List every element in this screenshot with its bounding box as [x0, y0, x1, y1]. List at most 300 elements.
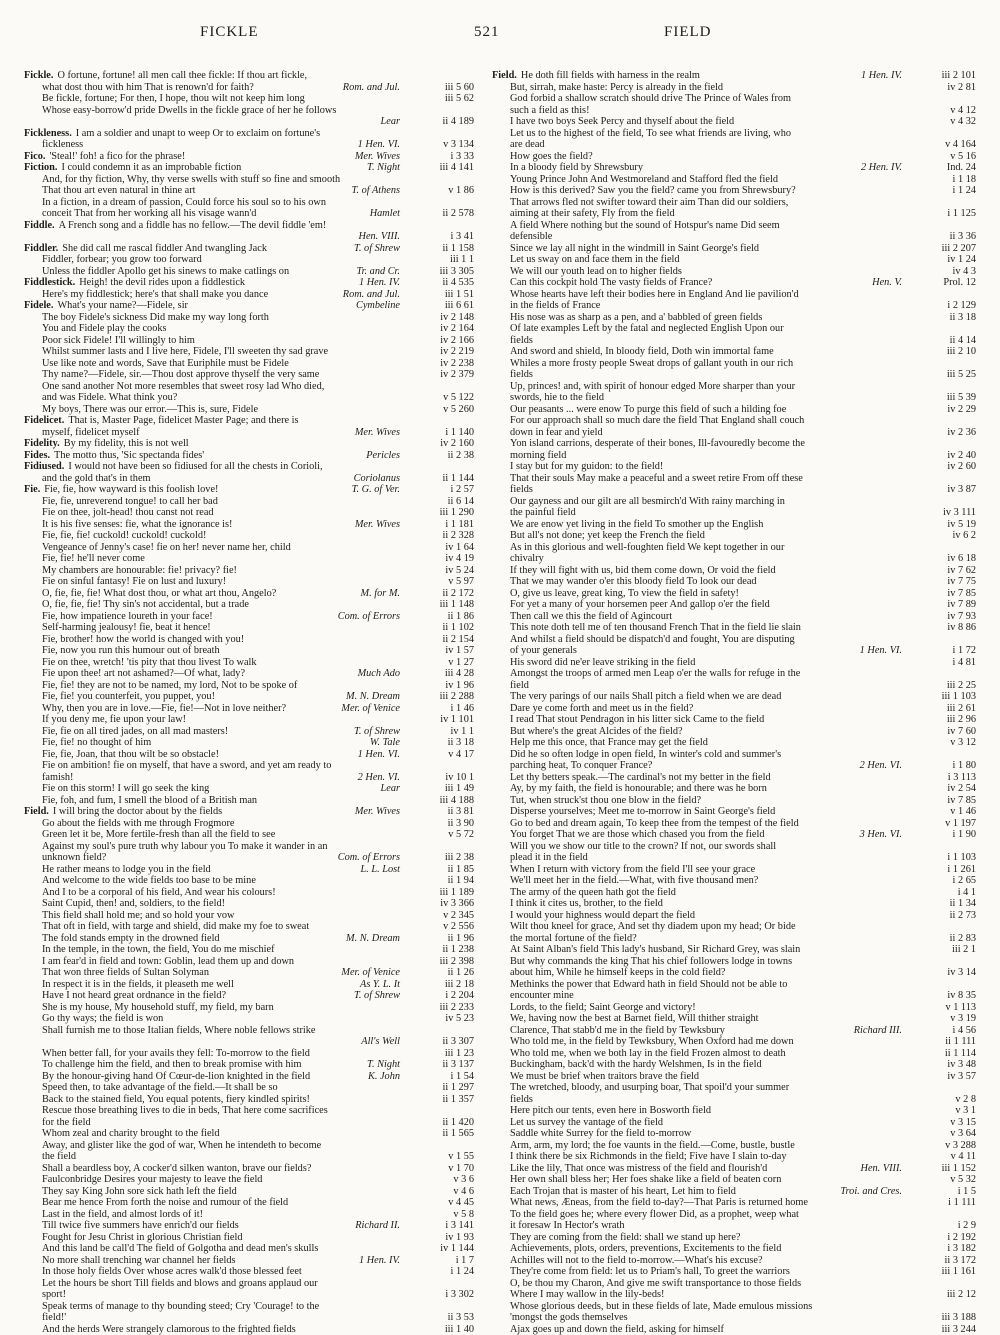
- quotation-text: fields: [510, 1094, 896, 1106]
- quotation-text: One sand another Not more resembles that sweet rosy lad Who died,: [42, 381, 394, 393]
- act-scene-line: i 1 181: [400, 519, 474, 531]
- act-scene-line: iv 2 54: [902, 783, 976, 795]
- quotation-text: Fie, brother! how the world is changed with you!: [42, 634, 394, 646]
- concordance-line: [492, 1036, 976, 1048]
- act-scene-line: iii 2 12: [902, 1289, 976, 1301]
- concordance-line: [492, 151, 976, 163]
- concordance-line: [24, 312, 474, 324]
- quotation-text: Be fickle, fortune; For then, I hope, thou wilt not keep him long: [42, 93, 394, 105]
- concordance-line: [24, 1128, 474, 1140]
- act-scene-line: iv 6 18: [902, 553, 976, 565]
- concordance-line: [24, 220, 474, 232]
- act-scene-line: i 2 192: [902, 1232, 976, 1244]
- act-scene-line: ii 3 53: [400, 1312, 474, 1324]
- quotation-text: Go about the fields with me through Frogmore: [42, 818, 394, 830]
- quotation-text: Who told me, when we both lay in the field Frozen almost to death: [510, 1048, 896, 1060]
- act-scene-line: iv 8 86: [902, 622, 976, 634]
- quotation-text: Tut, when struck'st thou one blow in the field?: [510, 795, 896, 807]
- concordance-line: [24, 657, 474, 669]
- concordance-line: [492, 852, 976, 864]
- concordance-line: [24, 691, 474, 703]
- quotation-text: My chambers are honourable: fie! privacy? fie!: [42, 565, 394, 577]
- concordance-line: [492, 691, 976, 703]
- concordance-line: [492, 818, 976, 830]
- quotation-text: Fie, fie, fie! cuckold! cuckold! cuckold!: [42, 530, 394, 542]
- page-number: 521: [474, 24, 500, 41]
- act-scene-line: iii 2 101: [902, 70, 976, 82]
- act-scene-line: v 1 46: [902, 806, 976, 818]
- quotation-text: Lords, to the field; Saint George and victory!: [510, 1002, 896, 1014]
- quotation-text: Will you we show our title to the crown? If not, our swords shall: [510, 841, 896, 853]
- quotation-text: Fie, foh, and fum, I smell the blood of a British man: [42, 795, 394, 807]
- quotation-text: She did call me rascal fiddler And twangling Jack: [62, 243, 348, 255]
- concordance-line: [492, 806, 976, 818]
- concordance-line: [492, 1117, 976, 1129]
- concordance-line: [492, 70, 976, 82]
- act-scene-line: i 2 65: [902, 875, 976, 887]
- act-scene-line: iii 1 103: [902, 691, 976, 703]
- quotation-text: In a bloody field by Shrewsbury: [510, 162, 855, 174]
- act-scene-line: ii 1 158: [400, 243, 474, 255]
- act-scene-line: iii 5 60: [400, 82, 474, 94]
- concordance-line: [492, 944, 976, 956]
- concordance-line: [24, 1324, 474, 1335]
- concordance-line: [492, 1278, 976, 1290]
- play-reference: L. L. Lost: [355, 864, 401, 876]
- concordance-line: [24, 910, 474, 922]
- act-scene-line: iv 7 93: [902, 611, 976, 623]
- concordance-line: [24, 300, 474, 312]
- act-scene-line: ii 3 18: [400, 737, 474, 749]
- act-scene-line: v 3 6: [400, 1174, 474, 1186]
- quotation-text: How is this derived? Saw you the field? came you from Shrewsbury?: [510, 185, 896, 197]
- quotation-text: You and Fidele play the cooks: [42, 323, 394, 335]
- headword: Fidele.: [24, 300, 53, 312]
- concordance-line: [24, 795, 474, 807]
- act-scene-line: ii 2 578: [400, 208, 474, 220]
- concordance-line: [492, 1266, 976, 1278]
- play-reference: Hen. VIII.: [353, 231, 400, 243]
- quotation-text: To the field goes he; where every flower Did, as a prophet, weep what: [510, 1209, 896, 1221]
- concordance-line: [24, 749, 474, 761]
- concordance-line: [492, 530, 976, 542]
- concordance-line: [24, 323, 474, 335]
- act-scene-line: ii 1 26: [400, 967, 474, 979]
- quotation-text: But, sirrah, make haste: Percy is already in the field: [510, 82, 896, 94]
- concordance-line: [24, 599, 474, 611]
- quotation-text: And sword and shield, In bloody field, Doth win immortal fame: [510, 346, 896, 358]
- act-scene-line: v 5 16: [902, 151, 976, 163]
- concordance-line: [492, 415, 976, 427]
- quotation-text: They are coming from the field: shall we stand up here?: [510, 1232, 896, 1244]
- act-scene-line: ii 1 238: [400, 944, 474, 956]
- quotation-text: O fortune, fortune! all men call thee fickle: If thou art fickle,: [57, 70, 394, 82]
- concordance-line: [492, 139, 976, 151]
- concordance-line: [492, 1232, 976, 1244]
- play-reference: Hen. VIII.: [855, 1163, 902, 1175]
- act-scene-line: i 3 41: [400, 231, 474, 243]
- headword: Fides.: [24, 450, 50, 462]
- play-reference: Mer. of Venice: [335, 967, 400, 979]
- act-scene-line: ii 1 565: [400, 1128, 474, 1140]
- act-scene-line: i 4 56: [902, 1025, 976, 1037]
- concordance-line: [492, 565, 976, 577]
- act-scene-line: i 3 113: [902, 772, 976, 784]
- quotation-text: Away, and glister like the god of war, When he intendeth to become: [42, 1140, 394, 1152]
- concordance-line: [492, 1071, 976, 1083]
- concordance-line: [24, 806, 474, 818]
- concordance-line: [492, 335, 976, 347]
- act-scene-line: iii 5 25: [902, 369, 976, 381]
- concordance-line: [492, 576, 976, 588]
- quotation-text: I think it cites us, brother, to the field: [510, 898, 896, 910]
- act-scene-line: iv 1 93: [400, 1232, 474, 1244]
- quotation-text: At Saint Alban's field This lady's husband, Sir Richard Grey, was slain: [510, 944, 896, 956]
- concordance-line: [492, 174, 976, 186]
- quotation-text: They say King John sore sick hath left the field: [42, 1186, 394, 1198]
- concordance-line: [492, 1186, 976, 1198]
- concordance-line: [24, 576, 474, 588]
- concordance-line: [24, 1013, 474, 1025]
- act-scene-line: iii 1 49: [400, 783, 474, 795]
- act-scene-line: v 1 113: [902, 1002, 976, 1014]
- act-scene-line: v 1 70: [400, 1163, 474, 1175]
- quotation-text: That is, Master Page, fidelicet Master Page; and there is: [68, 415, 394, 427]
- running-head-left: FICKLE: [200, 24, 259, 41]
- act-scene-line: iii 2 25: [902, 680, 976, 692]
- quotation-text: Young Prince John And Westmoreland and Stafford fled the field: [510, 174, 896, 186]
- concordance-line: [24, 1289, 474, 1301]
- act-scene-line: i 1 261: [902, 864, 976, 876]
- quotation-text: I stay but for my guidon: to the field!: [510, 461, 896, 473]
- quotation-text: Like the lily, That once was mistress of the field and flourish'd: [510, 1163, 855, 1175]
- quotation-text: If they will fight with us, bid them come down, Or void the field: [510, 565, 896, 577]
- quotation-text: Shall a beardless boy, A cocker'd silken wanton, brave our fields?: [42, 1163, 394, 1175]
- act-scene-line: v 4 45: [400, 1197, 474, 1209]
- act-scene-line: iii 3 188: [902, 1312, 976, 1324]
- act-scene-line: iii 3 305: [400, 266, 474, 278]
- play-reference: T. Night: [361, 162, 400, 174]
- act-scene-line: ii 1 357: [400, 1094, 474, 1106]
- play-reference: Com. of Errors: [332, 852, 400, 864]
- concordance-line: [24, 1036, 474, 1048]
- concordance-line: [24, 358, 474, 370]
- right-column: [492, 70, 976, 1335]
- concordance-line: [24, 335, 474, 347]
- concordance-line: [24, 703, 474, 715]
- quotation-text: Yon island carrions, desperate of their bones, Ill-favouredly become the: [510, 438, 896, 450]
- quotation-text: in the fields of France: [510, 300, 896, 312]
- act-scene-line: Prol. 12: [902, 277, 976, 289]
- concordance-line: [492, 369, 976, 381]
- concordance-line: [24, 726, 474, 738]
- quotation-text: of your generals: [510, 645, 854, 657]
- concordance-line: [24, 1174, 474, 1186]
- quotation-text: The fold stands empty in the drowned field: [42, 933, 340, 945]
- act-scene-line: iv 2 81: [902, 82, 976, 94]
- act-scene-line: v 1 86: [400, 185, 474, 197]
- act-scene-line: v 3 288: [902, 1140, 976, 1152]
- concordance-line: [24, 1002, 474, 1014]
- concordance-line: [24, 1025, 474, 1037]
- quotation-text: myself, fidelicet myself: [42, 427, 349, 439]
- concordance-line: [492, 1094, 976, 1106]
- play-reference: 2 Hen. VI.: [352, 772, 400, 784]
- quotation-text: By the honour-giving hand Of Cœur-de-lion knighted in the field: [42, 1071, 362, 1083]
- concordance-line: [24, 1071, 474, 1083]
- act-scene-line: ii 1 96: [400, 933, 474, 945]
- act-scene-line: ii 6 14: [400, 496, 474, 508]
- act-scene-line: iv 3 366: [400, 898, 474, 910]
- act-scene-line: iii 1 152: [902, 1163, 976, 1175]
- play-reference: T. of Athens: [345, 185, 400, 197]
- concordance-line: [24, 783, 474, 795]
- concordance-line: [492, 461, 976, 473]
- quotation-text: For our approach shall so much dare the field That England shall couch: [510, 415, 896, 427]
- concordance-line: [24, 990, 474, 1002]
- concordance-line: [492, 668, 976, 680]
- play-reference: Mer. Wives: [349, 519, 400, 531]
- quotation-text: Green let it be, More fertile-fresh than all the field to see: [42, 829, 394, 841]
- concordance-line: [492, 1128, 976, 1140]
- quotation-text: But why commands the king That his chief followers lodge in towns: [510, 956, 896, 968]
- concordance-line: [492, 243, 976, 255]
- quotation-text: Shall furnish me to those Italian fields, Where noble fellows strike: [42, 1025, 394, 1037]
- concordance-line: [492, 898, 976, 910]
- quotation-text: It is his five senses: fie, what the ignorance is!: [42, 519, 349, 531]
- concordance-line: [24, 496, 474, 508]
- play-reference: T. G. of Ver.: [346, 484, 400, 496]
- quotation-text: plead it in the field: [510, 852, 896, 864]
- concordance-line: [24, 1082, 474, 1094]
- running-head-right: FIELD: [664, 24, 712, 41]
- quotation-text: Clarence, That stabb'd me in the field by Tewksbury: [510, 1025, 848, 1037]
- quotation-text: What news, Æneas, from the field to-day?—That Paris is returned home: [510, 1197, 896, 1209]
- act-scene-line: iv 5 24: [400, 565, 474, 577]
- concordance-line: [492, 634, 976, 646]
- act-scene-line: v 5 97: [400, 576, 474, 588]
- concordance-line: [492, 1209, 976, 1221]
- concordance-line: [492, 864, 976, 876]
- quotation-text: Till twice five summers have enrich'd our fields: [42, 1220, 349, 1232]
- quotation-text: Of late examples Left by the fatal and neglected English Upon our: [510, 323, 896, 335]
- quotation-text: What's your name?—Fidele, sir: [57, 300, 350, 312]
- act-scene-line: v 4 6: [400, 1186, 474, 1198]
- quotation-text: Saint Cupid, then! and, soldiers, to the field!: [42, 898, 394, 910]
- act-scene-line: ii 1 144: [400, 473, 474, 485]
- concordance-line: [24, 1266, 474, 1278]
- quotation-text: Fie, fie, Joan, that thou wilt be so obstacle!: [42, 749, 352, 761]
- quotation-text: fickleness: [42, 139, 352, 151]
- concordance-line: [24, 1048, 474, 1060]
- quotation-text: By my fidelity, this is not well: [64, 438, 394, 450]
- quotation-text: We'll meet her in the field.—What, with five thousand men?: [510, 875, 896, 887]
- act-scene-line: iv 2 219: [400, 346, 474, 358]
- act-scene-line: v 1 55: [400, 1151, 474, 1163]
- quotation-text: chivalry: [510, 553, 896, 565]
- quotation-text: I am fear'd in field and town: Goblin, lead them up and down: [42, 956, 394, 968]
- concordance-line: [24, 898, 474, 910]
- play-reference: All's Well: [355, 1036, 400, 1048]
- concordance-line: [492, 1002, 976, 1014]
- act-scene-line: i 1 72: [902, 645, 976, 657]
- act-scene-line: ii 1 85: [400, 864, 474, 876]
- concordance-line: [492, 484, 976, 496]
- quotation-text: and the gold that's in them: [42, 473, 348, 485]
- headword: Fiddle.: [24, 220, 55, 232]
- concordance-line: [492, 1301, 976, 1313]
- quotation-text: Last in the field, and almost lords of it!: [42, 1209, 394, 1221]
- quotation-text: Her own shall bless her; Her foes shake like a field of beaten corn: [510, 1174, 896, 1186]
- act-scene-line: iii 5 62: [400, 93, 474, 105]
- quotation-text: parching heat, To conquer France?: [510, 760, 854, 772]
- play-reference: Richard II.: [349, 1220, 400, 1232]
- quotation-text: Our gayness and our gilt are all besmirch'd With rainy marching in: [510, 496, 896, 508]
- concordance-line: [24, 1151, 474, 1163]
- concordance-line: [492, 300, 976, 312]
- quotation-text: fields: [510, 484, 896, 496]
- act-scene-line: i 1 7: [400, 1255, 474, 1267]
- quotation-text: I would not have been so fidiused for all the chests in Corioli,: [68, 461, 394, 473]
- quotation-text: Here pitch our tents, even here in Bosworth field: [510, 1105, 896, 1117]
- play-reference: Richard III.: [848, 1025, 902, 1037]
- headword: Fiddler.: [24, 243, 58, 255]
- concordance-line: [492, 254, 976, 266]
- headword: Fiction.: [24, 162, 57, 174]
- quotation-text: We will our youth lead on to higher fields: [510, 266, 896, 278]
- act-scene-line: iv 1 24: [902, 254, 976, 266]
- concordance-line: [492, 783, 976, 795]
- quotation-text: Let thy betters speak.—The cardinal's not my better in the field: [510, 772, 896, 784]
- headword: Fickle.: [24, 70, 53, 82]
- play-reference: Cymbeline: [350, 300, 400, 312]
- quotation-text: Thy name?—Fidele, sir.—Thou dost approve thyself the very same: [42, 369, 394, 381]
- play-reference: T. of Shrew: [348, 243, 400, 255]
- concordance-line: [492, 1220, 976, 1232]
- act-scene-line: ii 2 154: [400, 634, 474, 646]
- concordance-line: [24, 1117, 474, 1129]
- act-scene-line: i 1 103: [902, 852, 976, 864]
- act-scene-line: iv 2 379: [400, 369, 474, 381]
- act-scene-line: iii 2 1: [902, 944, 976, 956]
- act-scene-line: iv 3 87: [902, 484, 976, 496]
- play-reference: 1 Hen. VI.: [352, 139, 400, 151]
- quotation-text: And whilst a field should be dispatch'd and fought, You are disputing: [510, 634, 896, 646]
- play-reference: M. for M.: [355, 588, 400, 600]
- play-reference: 1 Hen. IV.: [353, 1255, 400, 1267]
- quotation-text: I have two boys Seek Percy and thyself about the field: [510, 116, 896, 128]
- play-reference: T. of Shrew: [348, 990, 400, 1002]
- concordance-line: [24, 1278, 474, 1290]
- quotation-text: such a field as this!: [510, 105, 896, 117]
- act-scene-line: ii 1 102: [400, 622, 474, 634]
- concordance-line: [24, 1209, 474, 1221]
- concordance-line: [492, 289, 976, 301]
- concordance-line: [492, 933, 976, 945]
- play-reference: 2 Hen. VI.: [854, 760, 902, 772]
- headword: Fie.: [24, 484, 40, 496]
- concordance-line: [492, 760, 976, 772]
- act-scene-line: ii 2 172: [400, 588, 474, 600]
- quotation-text: Here's my fiddlestick; here's that shall make you dance: [42, 289, 337, 301]
- quotation-text: As in this glorious and well-foughten field We kept together in our: [510, 542, 896, 554]
- play-reference: Mer. Wives: [349, 806, 400, 818]
- act-scene-line: iv 7 89: [902, 599, 976, 611]
- concordance-line: [24, 1186, 474, 1198]
- act-scene-line: iv 3 14: [902, 967, 976, 979]
- concordance-line: [24, 162, 474, 174]
- act-scene-line: i 1 140: [400, 427, 474, 439]
- quotation-text: A French song and a fiddle has no fellow.—The devil fiddle 'em!: [59, 220, 394, 232]
- quotation-text: Poor sick Fidele! I'll willingly to him: [42, 335, 394, 347]
- act-scene-line: iii 1 51: [400, 289, 474, 301]
- act-scene-line: iv 7 62: [902, 565, 976, 577]
- quotation-text: field!': [42, 1312, 394, 1324]
- quotation-text: Rescue those breathing lives to die in beds, That here come sacrifices: [42, 1105, 394, 1117]
- concordance-line: [24, 553, 474, 565]
- quotation-text: Whose glorious deeds, but in these fields of late, Made emulous missions: [510, 1301, 896, 1313]
- concordance-line: [492, 1140, 976, 1152]
- quotation-text: They're come from field: let us to Priam's hall, To greet the warriors: [510, 1266, 896, 1278]
- headword: Field.: [24, 806, 49, 818]
- concordance-line: [24, 427, 474, 439]
- act-scene-line: v 3 12: [902, 737, 976, 749]
- quotation-text: Fie on thee, jolt-head! thou canst not read: [42, 507, 394, 519]
- quotation-text: A field Where nothing but the sound of Hotspur's name Did seem: [510, 220, 896, 232]
- play-reference: Troi. and Cres.: [834, 1186, 902, 1198]
- concordance-line: [492, 657, 976, 669]
- act-scene-line: i 2 57: [400, 484, 474, 496]
- act-scene-line: iv 2 29: [902, 404, 976, 416]
- left-column: [24, 70, 474, 1335]
- act-scene-line: ii 1 114: [902, 1048, 976, 1060]
- act-scene-line: i 2 204: [400, 990, 474, 1002]
- act-scene-line: iii 2 61: [902, 703, 976, 715]
- quotation-text: That oft in field, with targe and shield, did make my foe to sweat: [42, 921, 394, 933]
- act-scene-line: ii 2 83: [902, 933, 976, 945]
- concordance-line: [492, 703, 976, 715]
- concordance-line: [492, 438, 976, 450]
- act-scene-line: iv 10 1: [400, 772, 474, 784]
- quotation-text: Ay, by my faith, the field is honourable; and there was he born: [510, 783, 896, 795]
- act-scene-line: iv 3 111: [902, 507, 976, 519]
- quotation-text: Fie, fie on all tired jades, on all mad masters!: [42, 726, 348, 738]
- act-scene-line: ii 1 34: [902, 898, 976, 910]
- concordance-line: [492, 312, 976, 324]
- quotation-text: My boys, There was our error.—This is, sure, Fidele: [42, 404, 394, 416]
- act-scene-line: ii 3 36: [902, 231, 976, 243]
- quotation-text: Whilst summer lasts and I live here, Fidele, I'll sweeten thy sad grave: [42, 346, 394, 358]
- concordance-line: [492, 956, 976, 968]
- quotation-text: When I return with victory from the field I'll see your grace: [510, 864, 896, 876]
- concordance-line: [492, 841, 976, 853]
- act-scene-line: ii 3 137: [400, 1059, 474, 1071]
- quotation-text: Whom zeal and charity brought to the field: [42, 1128, 394, 1140]
- concordance-line: [492, 680, 976, 692]
- quotation-text: I think there be six Richmonds in the field; Five have I slain to-day: [510, 1151, 896, 1163]
- act-scene-line: iii 2 38: [400, 852, 474, 864]
- concordance-line: [24, 346, 474, 358]
- quotation-text: You forget That we are those which chased you from the field: [510, 829, 854, 841]
- act-scene-line: iii 2 10: [902, 346, 976, 358]
- act-scene-line: iv 2 164: [400, 323, 474, 335]
- quotation-text: He doth fill fields with harness in the realm: [521, 70, 855, 82]
- concordance-line: [24, 1059, 474, 1071]
- concordance-line: [24, 1140, 474, 1152]
- quotation-text: Back to the stained field, You equal potents, fiery kindled spirits!: [42, 1094, 394, 1106]
- act-scene-line: iv 7 85: [902, 795, 976, 807]
- concordance-line: [24, 484, 474, 496]
